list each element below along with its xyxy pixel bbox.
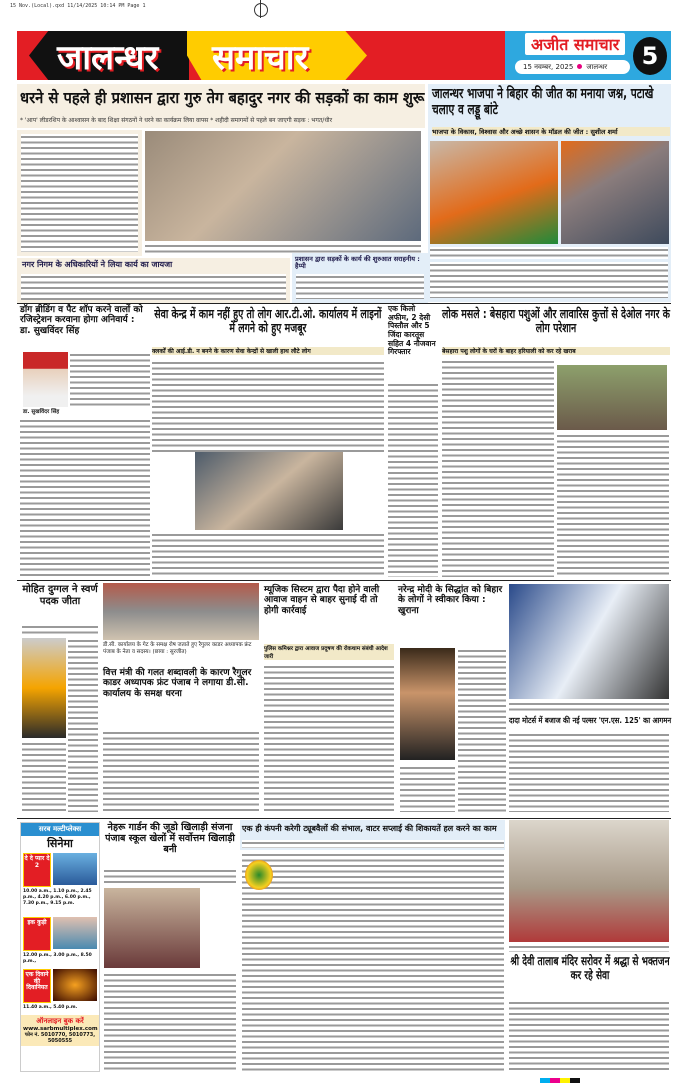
masthead-title-1: जालन्धर [57, 38, 159, 78]
bajaj-body [509, 732, 669, 812]
tubewell-headline: एक ही कंपनी करेगी ट्यूबवैलों की संभाल, वाटर सप्लाई की शिकायतें हल करने का काम [242, 824, 497, 833]
bajaj-photo [509, 584, 669, 699]
film-poster [53, 917, 97, 949]
modi-photo [400, 648, 455, 760]
film-poster [53, 853, 97, 885]
seva-body [152, 360, 384, 452]
film-times: 12.00 p.m., 3.00 p.m., 8.50 p.m., [23, 953, 92, 964]
film-times: 10.00 a.m., 1.10 p.m., 2.45 p.m., 4.20 p.m., 6.00 p.m., 7.30 p.m., 9.15 p.m. [23, 889, 92, 906]
film-poster [53, 969, 97, 1001]
film-1 [21, 853, 99, 915]
devi-caption [509, 944, 669, 952]
brand-name: अजीत समाचार [525, 33, 625, 55]
dateline [515, 60, 630, 74]
seva-subheadline: क्लर्कों की आई.डी. न बनने के कारण सेवा केन्द्रों से खाली हाथ लौटे लोग [152, 347, 384, 355]
lok-photo [557, 365, 667, 430]
devi-photo [509, 820, 669, 942]
cinema-ad [20, 822, 100, 1072]
afeem-body [388, 382, 438, 577]
judo-headline: नेहरू गार्डन की जूडो खिलाड़ी संजना पंजाब स्कूल खेलों में सर्वोत्तम खिलाड़ी बनी [105, 822, 235, 855]
lead-photo [145, 131, 421, 241]
devi-headline: श्री देवी तालाब मंदिर सरोवर में श्रद्धा से भक्तजन कर रहे सेवा [510, 954, 670, 982]
modi-body-2 [400, 765, 455, 812]
masthead-title-2: समाचार [212, 38, 309, 78]
seva-photo [195, 452, 343, 530]
cinema-venue: सरब मल्टीप्लेक्स [21, 823, 99, 836]
color-bar [540, 1078, 580, 1083]
corporation-logo [245, 860, 273, 890]
music-subheadline: पुलिस कमिश्नर द्वारा आवाज प्रदूषण की रोकथाम संबंधी आदेश जारी [264, 644, 394, 660]
modi-headline: नरेन्द्र मोदी के सिद्धांत को बिहार के लोगों ने स्वीकार किया : खुराना [398, 585, 503, 616]
afeem-headline: एक किलो अफीम, 2 देसी पिस्तौल और 5 जिंदा कारतूस सहित 4 नौजवान गिरफ्तार [388, 304, 436, 357]
lead-subheadline: * 'आप' लीडरशिप के आश्वासन के बाद शिक्षा संगठनों ने धरने का कार्यक्रम लिया वापस * शहीदी समागमों से पहले बन जाएगी सड़क : भगत/धीर [20, 117, 333, 124]
judo-body [104, 868, 236, 886]
booking-info [21, 1015, 99, 1046]
mohit-photo [22, 638, 66, 738]
cinema-title: सिनेमा [21, 836, 99, 851]
lead-photo-caption [145, 243, 421, 253]
film-name: एक दिवाने की दिवानियत [23, 969, 51, 1003]
lead-body-box [17, 130, 142, 256]
phone-2: 5050555 [47, 1038, 73, 1044]
teachers-body [103, 730, 259, 812]
masthead [17, 31, 505, 80]
seva-headline: सेवा केन्द्र में काम नहीं हुए तो लोग आर.टी.ओ. कार्यालय में लाइनों में लगने को हुए मजबूर [154, 306, 382, 336]
bjp-body [430, 262, 668, 298]
dog-photo [23, 352, 68, 407]
website-link[interactable]: www.sarbmultiplex.com [23, 1026, 98, 1032]
teachers-headline: वित्त मंत्री की गलत शब्दावली के कारण रैगुलर काडर अध्यापक फ्रंट पंजाब ने लगाया डी.सी. कार्यालय के समक्ष धरना [103, 668, 252, 699]
dog-photo-caption: डा. सुखविंदर सिंह [23, 409, 60, 415]
devi-body [509, 1000, 669, 1072]
teachers-photo [103, 583, 259, 640]
lead-headline: धरने से पहले ही प्रशासन द्वारा गुरु तेग बहादुर नगर की सड़कों का काम शुरू [20, 89, 425, 107]
dog-headline: डॉग ब्रीडिंग व पैट शॉप करने वालों को रजिस्ट्रेशन करवाना होगा अनिवार्य : डा. सुखविंदर सिंह [20, 305, 143, 336]
masthead-brand [505, 31, 671, 80]
lok-body-2 [557, 433, 669, 577]
bjp-caption [430, 247, 668, 259]
film-times: 11.40 a.m., 5.40 p.m. [23, 1005, 78, 1010]
modi-body [458, 648, 506, 812]
dog-body-1 [70, 352, 150, 407]
bjp-headline: जालन्धर भाजपा ने बिहार की जीत का मनाया जश्न, पटाखे चलाए व लड्डू बांटे [432, 86, 654, 119]
mohit-headline: मोहित दुग्गल ने स्वर्ण पदक जीता [22, 584, 98, 607]
bjp-subheadline: भाजपा के विकास, विश्वास और अच्छे शासन के मॉडल की जीत : सुशील शर्मा [432, 127, 670, 136]
seva-body-2 [152, 532, 384, 576]
film-2 [21, 917, 99, 967]
bjp-photo-1 [430, 141, 558, 244]
music-body [264, 664, 394, 812]
film-name: इक कुड़ी [23, 917, 51, 951]
judo-photo [104, 888, 200, 968]
mohit-body-2 [68, 638, 98, 812]
teachers-caption: डी.सी. कार्यालय के गेट के समक्ष रोष जताते हुए रैगुलर काडर अध्यापक फ्रंट पंजाब के नेता व सदस्य। (छाया : सुरजीत) [103, 642, 252, 656]
book-online: ऑनलाइन बुक करें [36, 1017, 84, 1025]
tubewell-body [242, 852, 504, 1072]
phone: फोन नं. 5010770, 5010773, [24, 1032, 96, 1038]
judo-body-2 [104, 972, 236, 1072]
tubewell-subheadline [242, 840, 504, 848]
registration-mark [248, 0, 274, 18]
mohit-body [22, 624, 98, 636]
film-3 [21, 969, 99, 1015]
music-headline: म्यूजिक सिस्टम द्वारा पैदा होने वाली आवाज वाहन से बाहर सुनाई दी तो होगी कार्रवाई [264, 585, 380, 616]
page-number: 5 [633, 37, 667, 75]
dog-body-2 [20, 418, 150, 576]
bjp-photo-2 [561, 141, 669, 244]
happy-headline: प्रशासन द्वारा सड़कों के कार्य की शुरुआत सराहनीय : हैप्पी [295, 255, 420, 271]
bajaj-headline: दादा मोटर्स में बजाज की नई पल्सर 'एन.एस. 125' का आगमन [509, 716, 672, 725]
lok-body [442, 359, 554, 577]
lok-headline: लोक मसले : बेसहारा पशुओं और लावारिस कुत्तों से देओल नगर के लोग परेशान [442, 306, 670, 336]
film-name: दे दे प्यार दे 2 [23, 853, 51, 887]
lok-subheadline: बेसहारा पशु लोगों के घरों के बाहर हरियाली को कर रहे खराब [442, 347, 670, 355]
mohit-body-3 [22, 741, 66, 812]
city: जालन्धर [586, 63, 608, 71]
lead-box-headline: नगर निगम के अधिकारियों ने लिया कार्य का जायजा [22, 260, 173, 269]
date: 15 नवम्बर, 2025 [523, 63, 574, 71]
bajaj-caption [509, 701, 669, 713]
file-slug: 15 Nov.(Local).qxd 11/14/2025 10:14 PM Page 1 [10, 3, 146, 9]
